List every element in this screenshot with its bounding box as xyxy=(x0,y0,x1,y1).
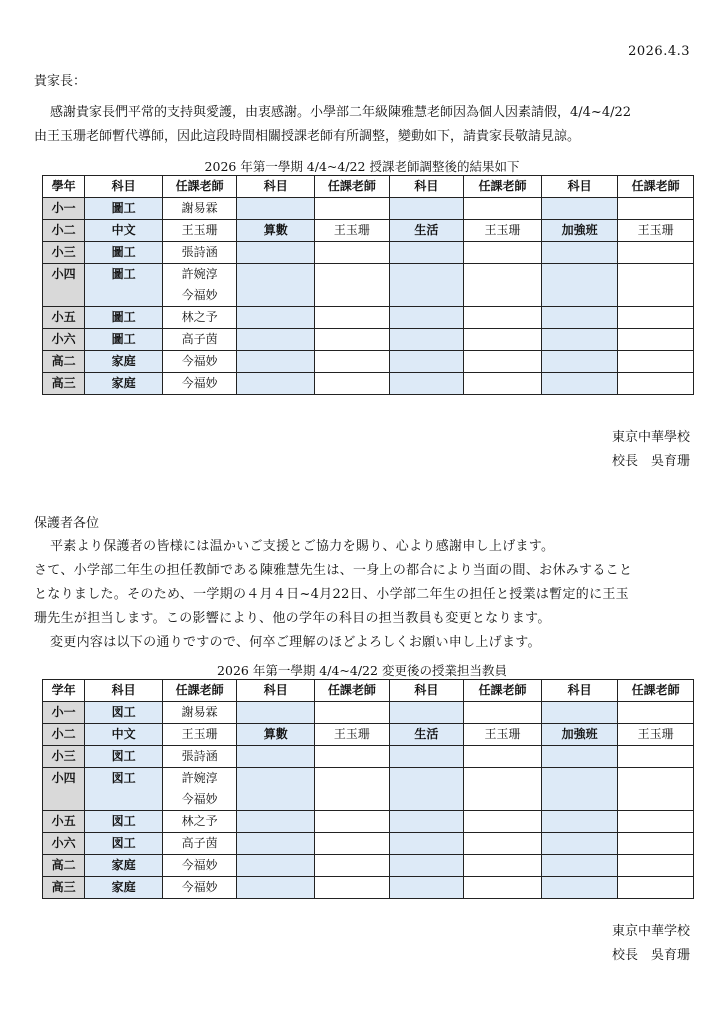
grade-cell: 小四 xyxy=(43,264,85,307)
zh-header-cell: 學年 xyxy=(43,176,85,198)
grade-cell: 小六 xyxy=(43,329,85,351)
subject-cell xyxy=(389,855,464,877)
teacher-cell xyxy=(464,307,542,329)
teacher-cell xyxy=(464,373,542,395)
document-date: 2026.4.3 xyxy=(628,44,690,59)
subject-cell: 圖工 xyxy=(85,198,163,220)
teacher-name: 張詩涵 xyxy=(181,245,218,259)
subject-cell xyxy=(541,242,618,264)
grade-cell: 小一 xyxy=(43,702,85,724)
table-row xyxy=(43,746,694,768)
subject-cell: 家庭 xyxy=(85,373,163,395)
teacher-name: 許婉淳 xyxy=(181,771,218,785)
ja-paragraph-line-3: となりました。そのため、一学期の４月４日~4月22日、小学部二年生の担任と授業は暫定的に王玉 xyxy=(34,587,629,602)
grade-cell: 高三 xyxy=(43,877,85,899)
teacher-cell xyxy=(315,264,390,307)
teacher-cell xyxy=(162,351,237,373)
subject-cell xyxy=(237,242,315,264)
ja-header-cell: 任課老師 xyxy=(464,680,542,702)
subject-cell: 図工 xyxy=(85,833,163,855)
subject-cell: 加強班 xyxy=(541,220,618,242)
teacher-cell xyxy=(162,220,237,242)
ja-schedule-table xyxy=(42,679,694,899)
teacher-cell xyxy=(315,242,390,264)
teacher-cell xyxy=(618,198,694,220)
zh-header-cell: 任課老師 xyxy=(618,176,694,198)
teacher-cell xyxy=(464,242,542,264)
zh-principal: 校長 吳育珊 xyxy=(611,454,690,469)
teacher-cell: 王玉珊 xyxy=(618,724,694,746)
teacher-cell xyxy=(618,351,694,373)
table-row xyxy=(43,242,694,264)
teacher-name: 今福妙 xyxy=(181,880,218,894)
table-row xyxy=(43,307,694,329)
teacher-cell xyxy=(162,373,237,395)
ja-paragraph-line-1: 平素より保護者の皆様には温かいご支援とご協力を賜り、心より感謝申し上げます。 xyxy=(50,539,555,554)
teacher-cell xyxy=(162,329,237,351)
subject-cell xyxy=(389,351,464,373)
ja-paragraph-line-2: さて、小学部二年生の担任教師である陳雅慧先生は、一身上の都合により当面の間、お休みすること xyxy=(34,563,633,578)
teacher-cell xyxy=(162,307,237,329)
subject-cell xyxy=(541,198,618,220)
grade-cell: 小五 xyxy=(43,307,85,329)
grade-cell: 小三 xyxy=(43,746,85,768)
subject-cell xyxy=(541,746,618,768)
table-row xyxy=(43,220,694,242)
teacher-cell xyxy=(464,855,542,877)
teacher-cell xyxy=(464,833,542,855)
subject-cell xyxy=(541,264,618,307)
teacher-cell xyxy=(464,877,542,899)
ja-school-name: 東京中華学校 xyxy=(611,924,690,939)
teacher-cell xyxy=(315,811,390,833)
subject-cell xyxy=(237,811,315,833)
subject-cell xyxy=(389,242,464,264)
subject-cell xyxy=(389,373,464,395)
grade-cell: 小二 xyxy=(43,724,85,746)
teacher-name: 今福妙 xyxy=(181,792,218,806)
table-row xyxy=(43,855,694,877)
subject-cell xyxy=(541,307,618,329)
subject-cell: 図工 xyxy=(85,768,163,811)
teacher-cell xyxy=(162,724,237,746)
teacher-cell: 王玉珊 xyxy=(315,724,390,746)
subject-cell xyxy=(389,746,464,768)
teacher-cell xyxy=(315,373,390,395)
teacher-cell xyxy=(162,702,237,724)
subject-cell: 圖工 xyxy=(85,329,163,351)
teacher-name: 王玉珊 xyxy=(181,223,218,237)
grade-cell: 小三 xyxy=(43,242,85,264)
teacher-name: 張詩涵 xyxy=(181,749,218,763)
zh-header-cell: 任課老師 xyxy=(162,176,237,198)
table-row xyxy=(43,264,694,307)
grade-cell: 小四 xyxy=(43,768,85,811)
ja-header-cell: 科目 xyxy=(85,680,163,702)
subject-cell xyxy=(237,855,315,877)
teacher-name: 今福妙 xyxy=(181,376,218,390)
subject-cell xyxy=(541,373,618,395)
ja-header-cell: 科目 xyxy=(541,680,618,702)
teacher-cell xyxy=(464,746,542,768)
teacher-cell xyxy=(162,768,237,811)
grade-cell: 小二 xyxy=(43,220,85,242)
ja-greeting: 保護者各位 xyxy=(34,516,100,531)
grade-cell: 高二 xyxy=(43,351,85,373)
subject-cell xyxy=(237,307,315,329)
ja-header-cell: 任課老師 xyxy=(618,680,694,702)
subject-cell xyxy=(389,768,464,811)
subject-cell: 家庭 xyxy=(85,351,163,373)
zh-table-caption: 2026 年第一學期 4/4~4/22 授課老師調整後的結果如下 xyxy=(204,159,520,174)
subject-cell xyxy=(541,768,618,811)
subject-cell: 生活 xyxy=(389,724,464,746)
zh-paragraph-line-1: 感謝貴家長們平常的支持與愛護，由衷感謝。小學部二年級陳雅慧老師因為個人因素請假，4/4~4/22 xyxy=(50,105,632,120)
ja-paragraph-line-5: 変更内容は以下の通りですので、何卒ご理解のほどよろしくお願い申し上げます。 xyxy=(50,635,541,650)
ja-section xyxy=(34,512,690,899)
subject-cell xyxy=(389,877,464,899)
teacher-cell xyxy=(162,833,237,855)
zh-header-cell: 科目 xyxy=(85,176,163,198)
subject-cell xyxy=(237,768,315,811)
zh-header-cell: 任課老師 xyxy=(315,176,390,198)
teacher-cell xyxy=(315,329,390,351)
subject-cell xyxy=(541,811,618,833)
teacher-name: 謝易霖 xyxy=(181,705,218,719)
subject-cell xyxy=(237,746,315,768)
zh-paragraph-line-2: 由王玉珊老師暫代導師，因此這段時間相關授課老師有所調整，變動如下，請貴家長敬請見諒。 xyxy=(34,129,581,144)
subject-cell xyxy=(389,329,464,351)
zh-header-cell: 科目 xyxy=(237,176,315,198)
subject-cell: 家庭 xyxy=(85,855,163,877)
table-row xyxy=(43,811,694,833)
teacher-name: 林之予 xyxy=(181,310,218,324)
ja-header-cell: 科目 xyxy=(389,680,464,702)
teacher-cell: 王玉珊 xyxy=(618,220,694,242)
zh-schedule-table xyxy=(42,175,694,395)
subject-cell: 圖工 xyxy=(85,242,163,264)
table-row xyxy=(43,351,694,373)
subject-cell: 図工 xyxy=(85,746,163,768)
grade-cell: 小五 xyxy=(43,811,85,833)
subject-cell xyxy=(237,198,315,220)
teacher-cell: 王玉珊 xyxy=(464,724,542,746)
ja-header-cell: 任課老師 xyxy=(315,680,390,702)
subject-cell xyxy=(541,351,618,373)
teacher-cell xyxy=(315,768,390,811)
teacher-cell xyxy=(315,702,390,724)
teacher-name: 林之予 xyxy=(181,814,218,828)
subject-cell xyxy=(389,833,464,855)
teacher-cell xyxy=(162,877,237,899)
teacher-cell xyxy=(464,198,542,220)
teacher-cell xyxy=(315,855,390,877)
zh-header-cell: 科目 xyxy=(389,176,464,198)
grade-cell: 小一 xyxy=(43,198,85,220)
ja-header-cell: 学年 xyxy=(43,680,85,702)
teacher-cell xyxy=(618,877,694,899)
subject-cell: 図工 xyxy=(85,702,163,724)
teacher-cell xyxy=(315,833,390,855)
zh-header-row xyxy=(43,176,694,198)
subject-cell: 圖工 xyxy=(85,307,163,329)
teacher-name: 高子茵 xyxy=(181,836,218,850)
grade-cell: 高二 xyxy=(43,855,85,877)
table-row xyxy=(43,329,694,351)
teacher-cell xyxy=(162,746,237,768)
teacher-name: 今福妙 xyxy=(181,858,218,872)
table-row xyxy=(43,833,694,855)
teacher-cell xyxy=(464,351,542,373)
teacher-name: 謝易霖 xyxy=(181,201,218,215)
subject-cell: 算數 xyxy=(237,220,315,242)
subject-cell xyxy=(237,351,315,373)
teacher-cell xyxy=(162,264,237,307)
ja-header-cell: 任課老師 xyxy=(162,680,237,702)
subject-cell xyxy=(237,329,315,351)
subject-cell xyxy=(541,855,618,877)
table-row xyxy=(43,724,694,746)
subject-cell: 中文 xyxy=(85,724,163,746)
teacher-cell xyxy=(162,811,237,833)
ja-table-caption: 2026 年第一學期 4/4~4/22 変更後の授業担当教員 xyxy=(217,663,507,678)
table-row xyxy=(43,702,694,724)
subject-cell xyxy=(389,198,464,220)
grade-cell: 高三 xyxy=(43,373,85,395)
ja-paragraph-line-4: 珊先生が担当します。この影響により、他の学年の科目の担当教員も変更となります。 xyxy=(34,611,551,626)
table-row xyxy=(43,198,694,220)
teacher-cell xyxy=(618,833,694,855)
zh-header-cell: 任課老師 xyxy=(464,176,542,198)
subject-cell xyxy=(541,833,618,855)
ja-principal: 校長 吳育珊 xyxy=(611,948,690,963)
table-row xyxy=(43,373,694,395)
teacher-cell xyxy=(315,877,390,899)
teacher-name: 高子茵 xyxy=(181,332,218,346)
subject-cell xyxy=(237,877,315,899)
teacher-cell xyxy=(162,198,237,220)
teacher-cell xyxy=(618,307,694,329)
ja-header-cell: 科目 xyxy=(237,680,315,702)
teacher-cell xyxy=(315,351,390,373)
subject-cell: 中文 xyxy=(85,220,163,242)
teacher-cell xyxy=(618,242,694,264)
teacher-cell xyxy=(464,768,542,811)
subject-cell xyxy=(237,264,315,307)
subject-cell xyxy=(237,702,315,724)
teacher-cell xyxy=(618,329,694,351)
teacher-cell xyxy=(618,746,694,768)
teacher-name: 今福妙 xyxy=(181,354,218,368)
subject-cell xyxy=(389,307,464,329)
teacher-cell xyxy=(162,855,237,877)
subject-cell xyxy=(541,702,618,724)
teacher-cell: 王玉珊 xyxy=(464,220,542,242)
teacher-cell xyxy=(315,198,390,220)
teacher-cell xyxy=(162,242,237,264)
subject-cell: 図工 xyxy=(85,811,163,833)
subject-cell: 生活 xyxy=(389,220,464,242)
teacher-cell xyxy=(618,811,694,833)
subject-cell xyxy=(389,811,464,833)
teacher-cell xyxy=(618,264,694,307)
zh-school-name: 東京中華學校 xyxy=(611,430,690,445)
zh-signature xyxy=(612,426,690,474)
teacher-cell: 王玉珊 xyxy=(315,220,390,242)
subject-cell: 圖工 xyxy=(85,264,163,307)
subject-cell xyxy=(541,329,618,351)
subject-cell: 算數 xyxy=(237,724,315,746)
teacher-name: 王玉珊 xyxy=(181,727,218,741)
teacher-cell xyxy=(315,307,390,329)
subject-cell xyxy=(541,877,618,899)
teacher-cell xyxy=(464,264,542,307)
zh-header-cell: 科目 xyxy=(541,176,618,198)
table-row xyxy=(43,768,694,811)
teacher-cell xyxy=(618,373,694,395)
table-row xyxy=(43,877,694,899)
subject-cell: 加強班 xyxy=(541,724,618,746)
teacher-cell xyxy=(464,329,542,351)
grade-cell: 小六 xyxy=(43,833,85,855)
subject-cell xyxy=(237,373,315,395)
teacher-name: 許婉淳 xyxy=(181,267,218,281)
subject-cell xyxy=(389,702,464,724)
subject-cell xyxy=(237,833,315,855)
subject-cell: 家庭 xyxy=(85,877,163,899)
zh-greeting: 貴家長： xyxy=(34,74,87,89)
subject-cell xyxy=(389,264,464,307)
teacher-cell xyxy=(464,702,542,724)
teacher-cell xyxy=(464,811,542,833)
teacher-cell xyxy=(618,855,694,877)
zh-section xyxy=(34,70,690,395)
teacher-cell xyxy=(315,746,390,768)
ja-header-row xyxy=(43,680,694,702)
teacher-cell xyxy=(618,702,694,724)
teacher-name: 今福妙 xyxy=(181,288,218,302)
teacher-cell xyxy=(618,768,694,811)
ja-signature xyxy=(612,920,690,968)
